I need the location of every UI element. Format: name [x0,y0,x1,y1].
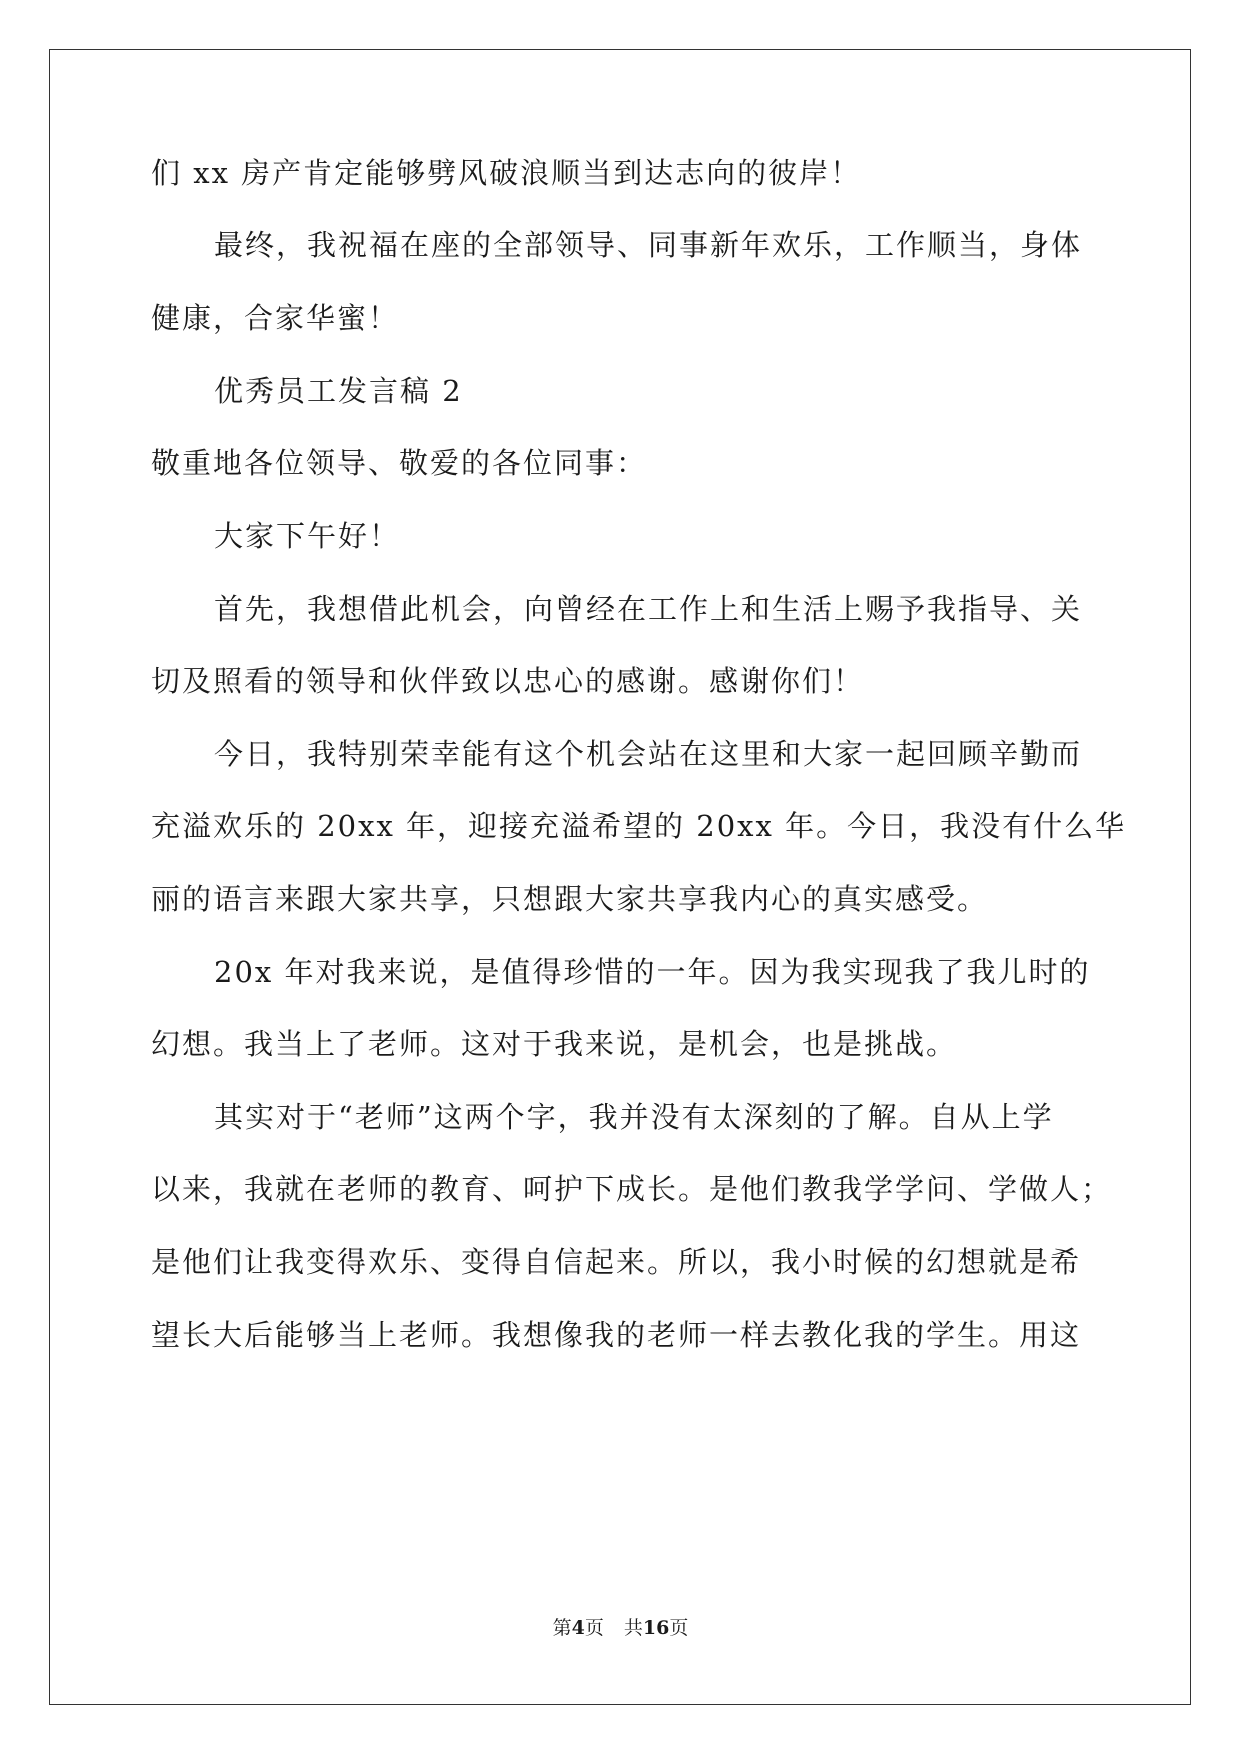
paragraph-line: 其实对于“老师”这两个字，我并没有太深刻的了解。自从上学 [214,1100,1054,1134]
total-pages-label [624,1617,688,1639]
paragraph-line: 以来，我就在老师的教育、呵护下成长。是他们教我学学问、学做人； [151,1172,1113,1206]
greeting-line: 大家下午好！ [214,519,401,553]
total-page-number: 16 [642,1617,670,1639]
paragraph-line: 健康，合家华蜜！ [151,301,400,335]
total-prefix: 共 [623,1617,643,1639]
paragraph-line: 望长大后能够当上老师。我想像我的老师一样去教化我的学生。用这 [151,1318,1082,1352]
paragraph-line: 幻想。我当上了老师。这对于我来说，是机会，也是挑战。 [151,1027,958,1061]
current-page-number: 4 [571,1617,585,1639]
paragraph-line: 切及照看的领导和伙伴致以忠心的感谢。感谢你们！ [151,664,865,698]
paragraph-line: 们 xx 房产肯定能够劈风破浪顺当到达志向的彼岸！ [151,156,862,190]
section-heading: 优秀员工发言稿 2 [214,374,463,408]
page-unit: 页 [584,1617,604,1639]
paragraph-line: 最终，我祝福在座的全部领导、同事新年欢乐，工作顺当，身体 [214,228,1083,262]
paragraph-line: 首先，我想借此机会，向曾经在工作上和生活上赐予我指导、关 [214,592,1083,626]
paragraph-line: 丽的语言来跟大家共享，只想跟大家共享我内心的真实感受。 [151,882,989,916]
paragraph-line: 是他们让我变得欢乐、变得自信起来。所以，我小时候的幻想就是希 [151,1245,1082,1279]
paragraph-line: 今日，我特别荣幸能有这个机会站在这里和大家一起回顾辛勤而 [214,737,1083,771]
salutation-line: 敬重地各位领导、敬爱的各位同事： [151,446,648,480]
page-number-label [553,1617,604,1639]
total-unit: 页 [669,1617,689,1639]
paragraph-line: 20x 年对我来说，是值得珍惜的一年。因为我实现我了我儿时的 [214,955,1091,989]
paragraph-line: 充溢欢乐的 20xx 年，迎接充溢希望的 20xx 年。今日，我没有什么华 [151,809,1127,843]
page-prefix: 第 [552,1617,572,1639]
page-footer [0,1616,1241,1640]
